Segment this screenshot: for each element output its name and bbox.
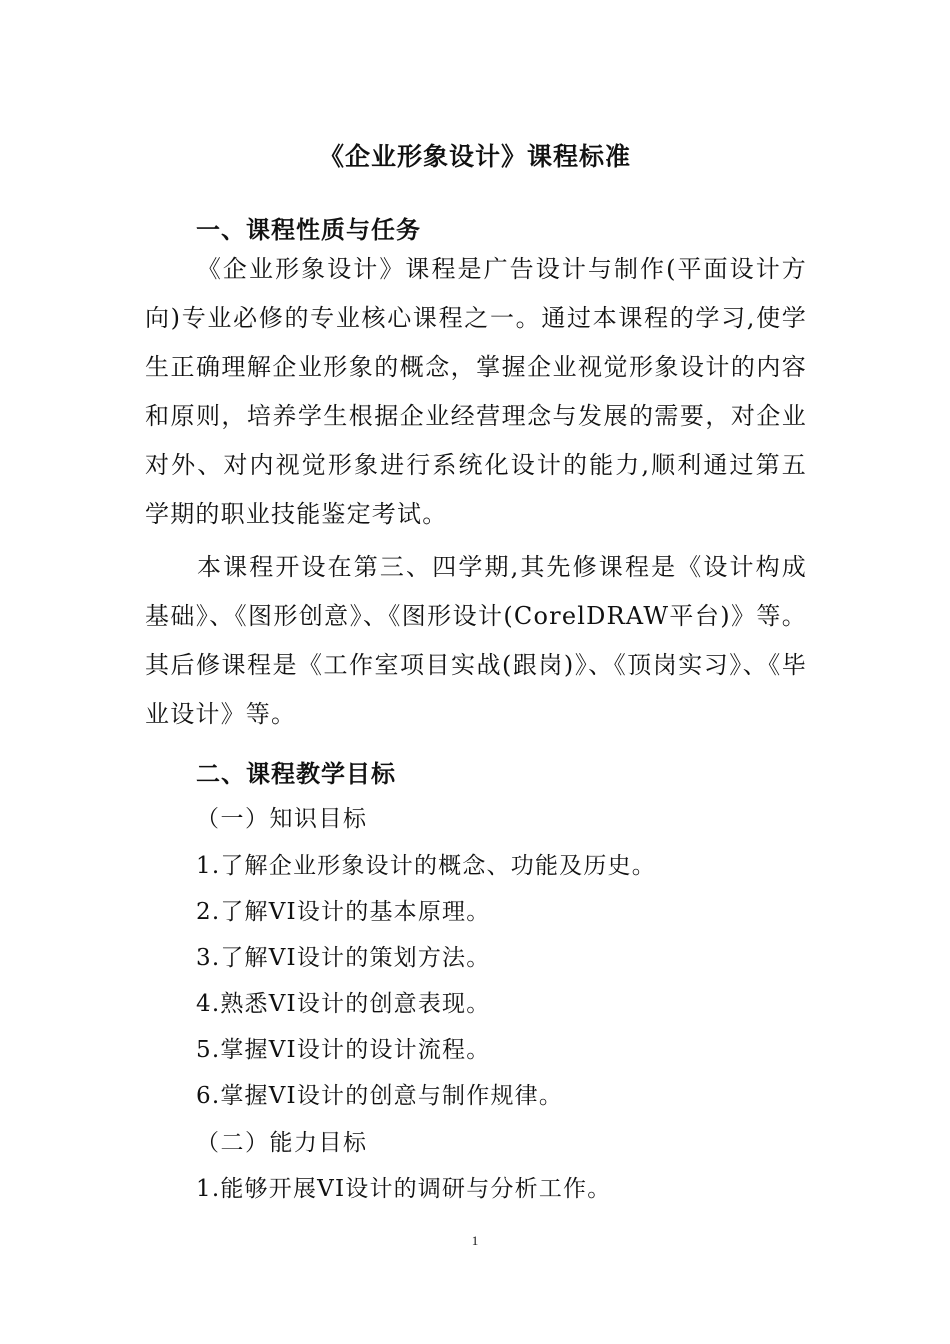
section1-paragraph-2-text: 本课程开设在第三、四学期,其先修课程是《设计构成基础》、《图形创意》、《图形设计(CorelDRAW平台)》等。其后修课程是《工作室项目实战(跟岗)》、《顶岗实习》、《毕业设计》等。 <box>145 553 807 728</box>
knowledge-item: 4.熟悉VI设计的创意表现。 <box>196 991 491 1017</box>
knowledge-item: 5.掌握VI设计的设计流程。 <box>196 1037 491 1063</box>
knowledge-item: 6.掌握VI设计的创意与制作规律。 <box>196 1083 564 1109</box>
knowledge-item: 3.了解VI设计的策划方法。 <box>196 945 491 971</box>
section1-paragraph-1 <box>145 245 807 539</box>
knowledge-goals-heading: （一）知识目标 <box>196 806 368 832</box>
knowledge-item: 2.了解VI设计的基本原理。 <box>196 899 491 925</box>
ability-goals-heading: （二）能力目标 <box>196 1130 368 1156</box>
page-title: 《企业形象设计》课程标准 <box>318 142 631 171</box>
section2-heading: 二、课程教学目标 <box>196 760 396 788</box>
section1-paragraph-2 <box>145 543 807 739</box>
ability-item: 1.能够开展VI设计的调研与分析工作。 <box>196 1176 612 1202</box>
knowledge-item: 1.了解企业形象设计的概念、功能及历史。 <box>196 853 656 879</box>
section1-heading: 一、课程性质与任务 <box>196 216 421 244</box>
section1-paragraph-1-text: 《企业形象设计》课程是广告设计与制作(平面设计方向)专业必修的专业核心课程之一。通过本课程的学习,使学生正确理解企业形象的概念，掌握企业视觉形象设计的内容和原则，培养学生根据企业经营理念与发展的需要，对企业对外、对内视觉形象进行系统化设计的能力,顺利通过第五学期的职业技能鉴定考试。 <box>145 255 807 528</box>
page-number: 1 <box>471 1233 479 1248</box>
